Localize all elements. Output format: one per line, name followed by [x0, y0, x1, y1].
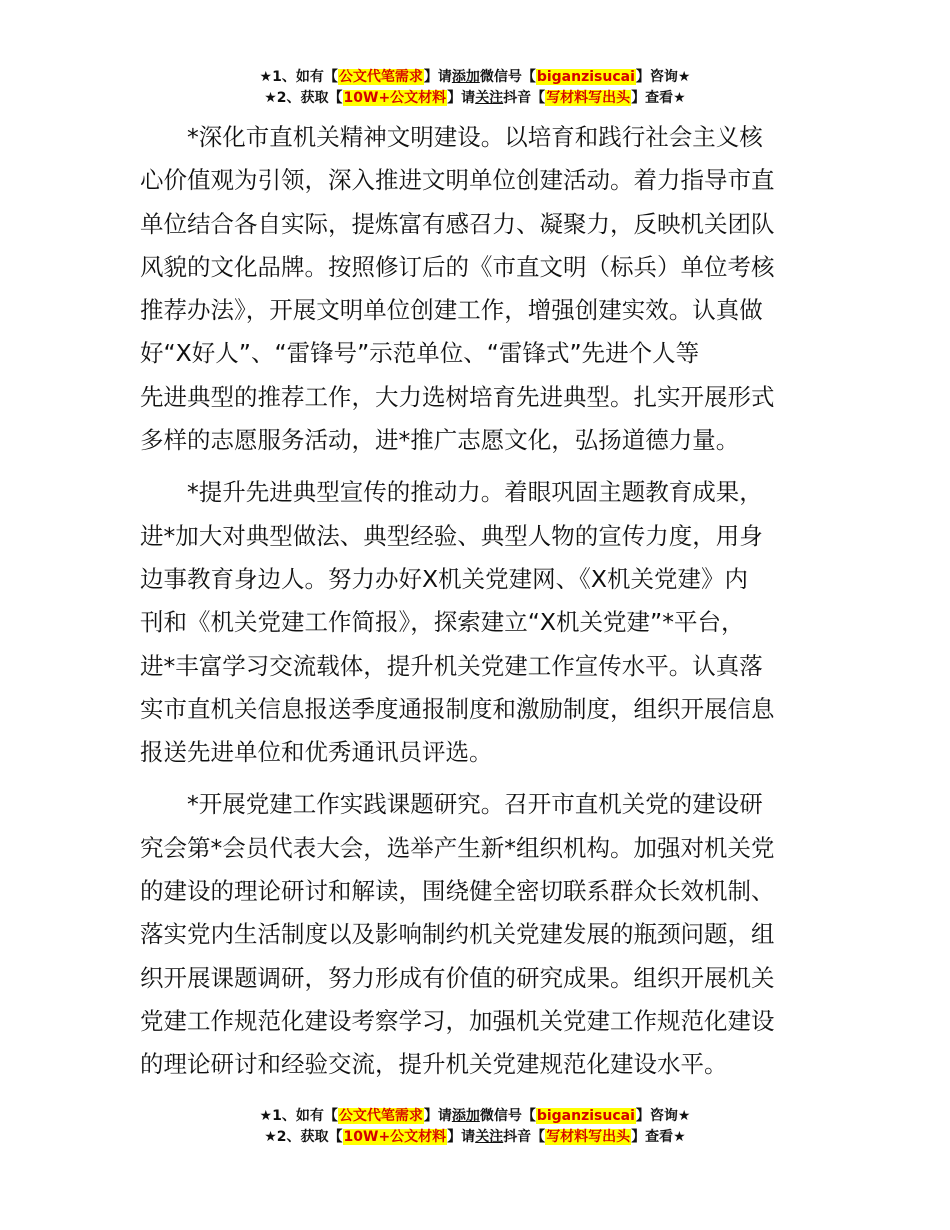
- highlight-douyin: 写材料写出头: [546, 90, 631, 106]
- banner-text: 】查看★: [631, 1129, 686, 1145]
- highlight-materials: 10W+公文材料: [343, 1129, 447, 1145]
- footer-banner: [0, 1106, 950, 1148]
- highlight-service: 公文代笔需求: [338, 1108, 423, 1124]
- banner-text: 抖音【: [503, 1129, 546, 1145]
- highlight-douyin: 写材料写出头: [546, 1129, 631, 1145]
- banner-underlined-text: 关注: [475, 1129, 504, 1145]
- banner-text: 】咨询★: [635, 69, 691, 85]
- paragraph-2: [140, 471, 830, 774]
- document-body: [140, 116, 830, 1096]
- banner-text: 】请: [423, 1108, 452, 1124]
- text-line: 心价值观为引领，深入推进文明单位创建活动。着力指导市直: [140, 166, 775, 195]
- text-line: 好“X好人”、“雷锋号”示范单位、“雷锋式”先进个人等: [140, 339, 700, 368]
- banner-text: ★2、获取【: [264, 90, 343, 106]
- banner-line-1: [0, 1106, 950, 1127]
- text-line: 落实党内生活制度以及影响制约机关党建发展的瓶颈问题，组: [140, 920, 775, 949]
- text-line: 党建工作规范化建设考察学习，加强机关党建工作规范化建设: [140, 1006, 775, 1035]
- text-line: *提升先进典型宣传的推动力。着眼巩固主题教育成果，: [187, 478, 763, 507]
- text-line: 进*丰富学习交流载体，提升机关党建工作宣传水平。认真落: [140, 651, 763, 680]
- text-line: 刊和《机关党建工作简报》，探索建立“X机关党建”*平台，: [140, 608, 745, 637]
- paragraph-1: [140, 116, 830, 462]
- text-line: 边事教育身边人。努力办好X机关党建网、《X机关党建》内: [140, 564, 748, 593]
- text-line: 先进典型的推荐工作，大力选树培育先进典型。扎实开展形式: [140, 382, 775, 411]
- banner-line-2: [0, 1127, 950, 1148]
- banner-text: ★1、如有【: [259, 69, 338, 85]
- banner-text: 】查看★: [631, 90, 686, 106]
- banner-line-2: [0, 88, 950, 109]
- highlight-wechat-id: biganzisucai: [536, 1108, 635, 1124]
- text-line: 织开展课题调研，努力形成有价值的研究成果。组织开展机关: [140, 963, 775, 992]
- banner-text: ★1、如有【: [259, 1108, 338, 1124]
- text-line: 推荐办法》，开展文明单位创建工作，增强创建实效。认真做: [140, 296, 763, 325]
- banner-underlined-text: 关注: [475, 90, 504, 106]
- banner-underlined-text: 添加: [451, 69, 480, 85]
- text-line: 的理论研讨和经验交流，提升机关党建规范化建设水平。: [140, 1050, 728, 1079]
- text-line: *深化市直机关精神文明建设。以培育和践行社会主义核: [187, 123, 763, 151]
- banner-text: 】请: [423, 69, 452, 85]
- banner-text: ★2、获取【: [264, 1129, 343, 1145]
- highlight-service: 公文代笔需求: [338, 69, 423, 85]
- banner-text: 】请: [447, 90, 476, 106]
- banner-text: 抖音【: [503, 90, 546, 106]
- banner-text: 微信号【: [479, 69, 536, 85]
- text-line: 报送先进单位和优秀通讯员评选。: [140, 738, 493, 767]
- highlight-materials: 10W+公文材料: [343, 90, 447, 106]
- banner-line-1: [0, 67, 950, 88]
- banner-text: 】请: [447, 1129, 476, 1145]
- text-line: 风貌的文化品牌。按照修订后的《市直文明（标兵）单位考核: [140, 252, 775, 281]
- header-banner: [0, 67, 950, 109]
- text-line: *开展党建工作实践课题研究。召开市直机关党的建设研: [187, 790, 763, 819]
- banner-underlined-text: 添加: [451, 1108, 480, 1124]
- text-line: 单位结合各自实际，提炼富有感召力、凝聚力，反映机关团队: [140, 209, 775, 238]
- banner-text: 微信号【: [479, 1108, 536, 1124]
- text-line: 进*加大对典型做法、典型经验、典型人物的宣传力度，用身: [140, 521, 763, 550]
- text-line: 实市直机关信息报送季度通报制度和激励制度，组织开展信息: [140, 694, 775, 723]
- banner-text: 】咨询★: [635, 1108, 691, 1124]
- highlight-wechat-id: biganzisucai: [536, 69, 635, 85]
- paragraph-3: [140, 783, 830, 1086]
- text-line: 的建设的理论研讨和解读，围绕健全密切联系群众长效机制、: [140, 877, 775, 906]
- text-line: 究会第*会员代表大会，选举产生新*组织机构。加强对机关党: [140, 833, 775, 862]
- text-line: 多样的志愿服务活动，进*推广志愿文化，弘扬道德力量。: [140, 426, 740, 455]
